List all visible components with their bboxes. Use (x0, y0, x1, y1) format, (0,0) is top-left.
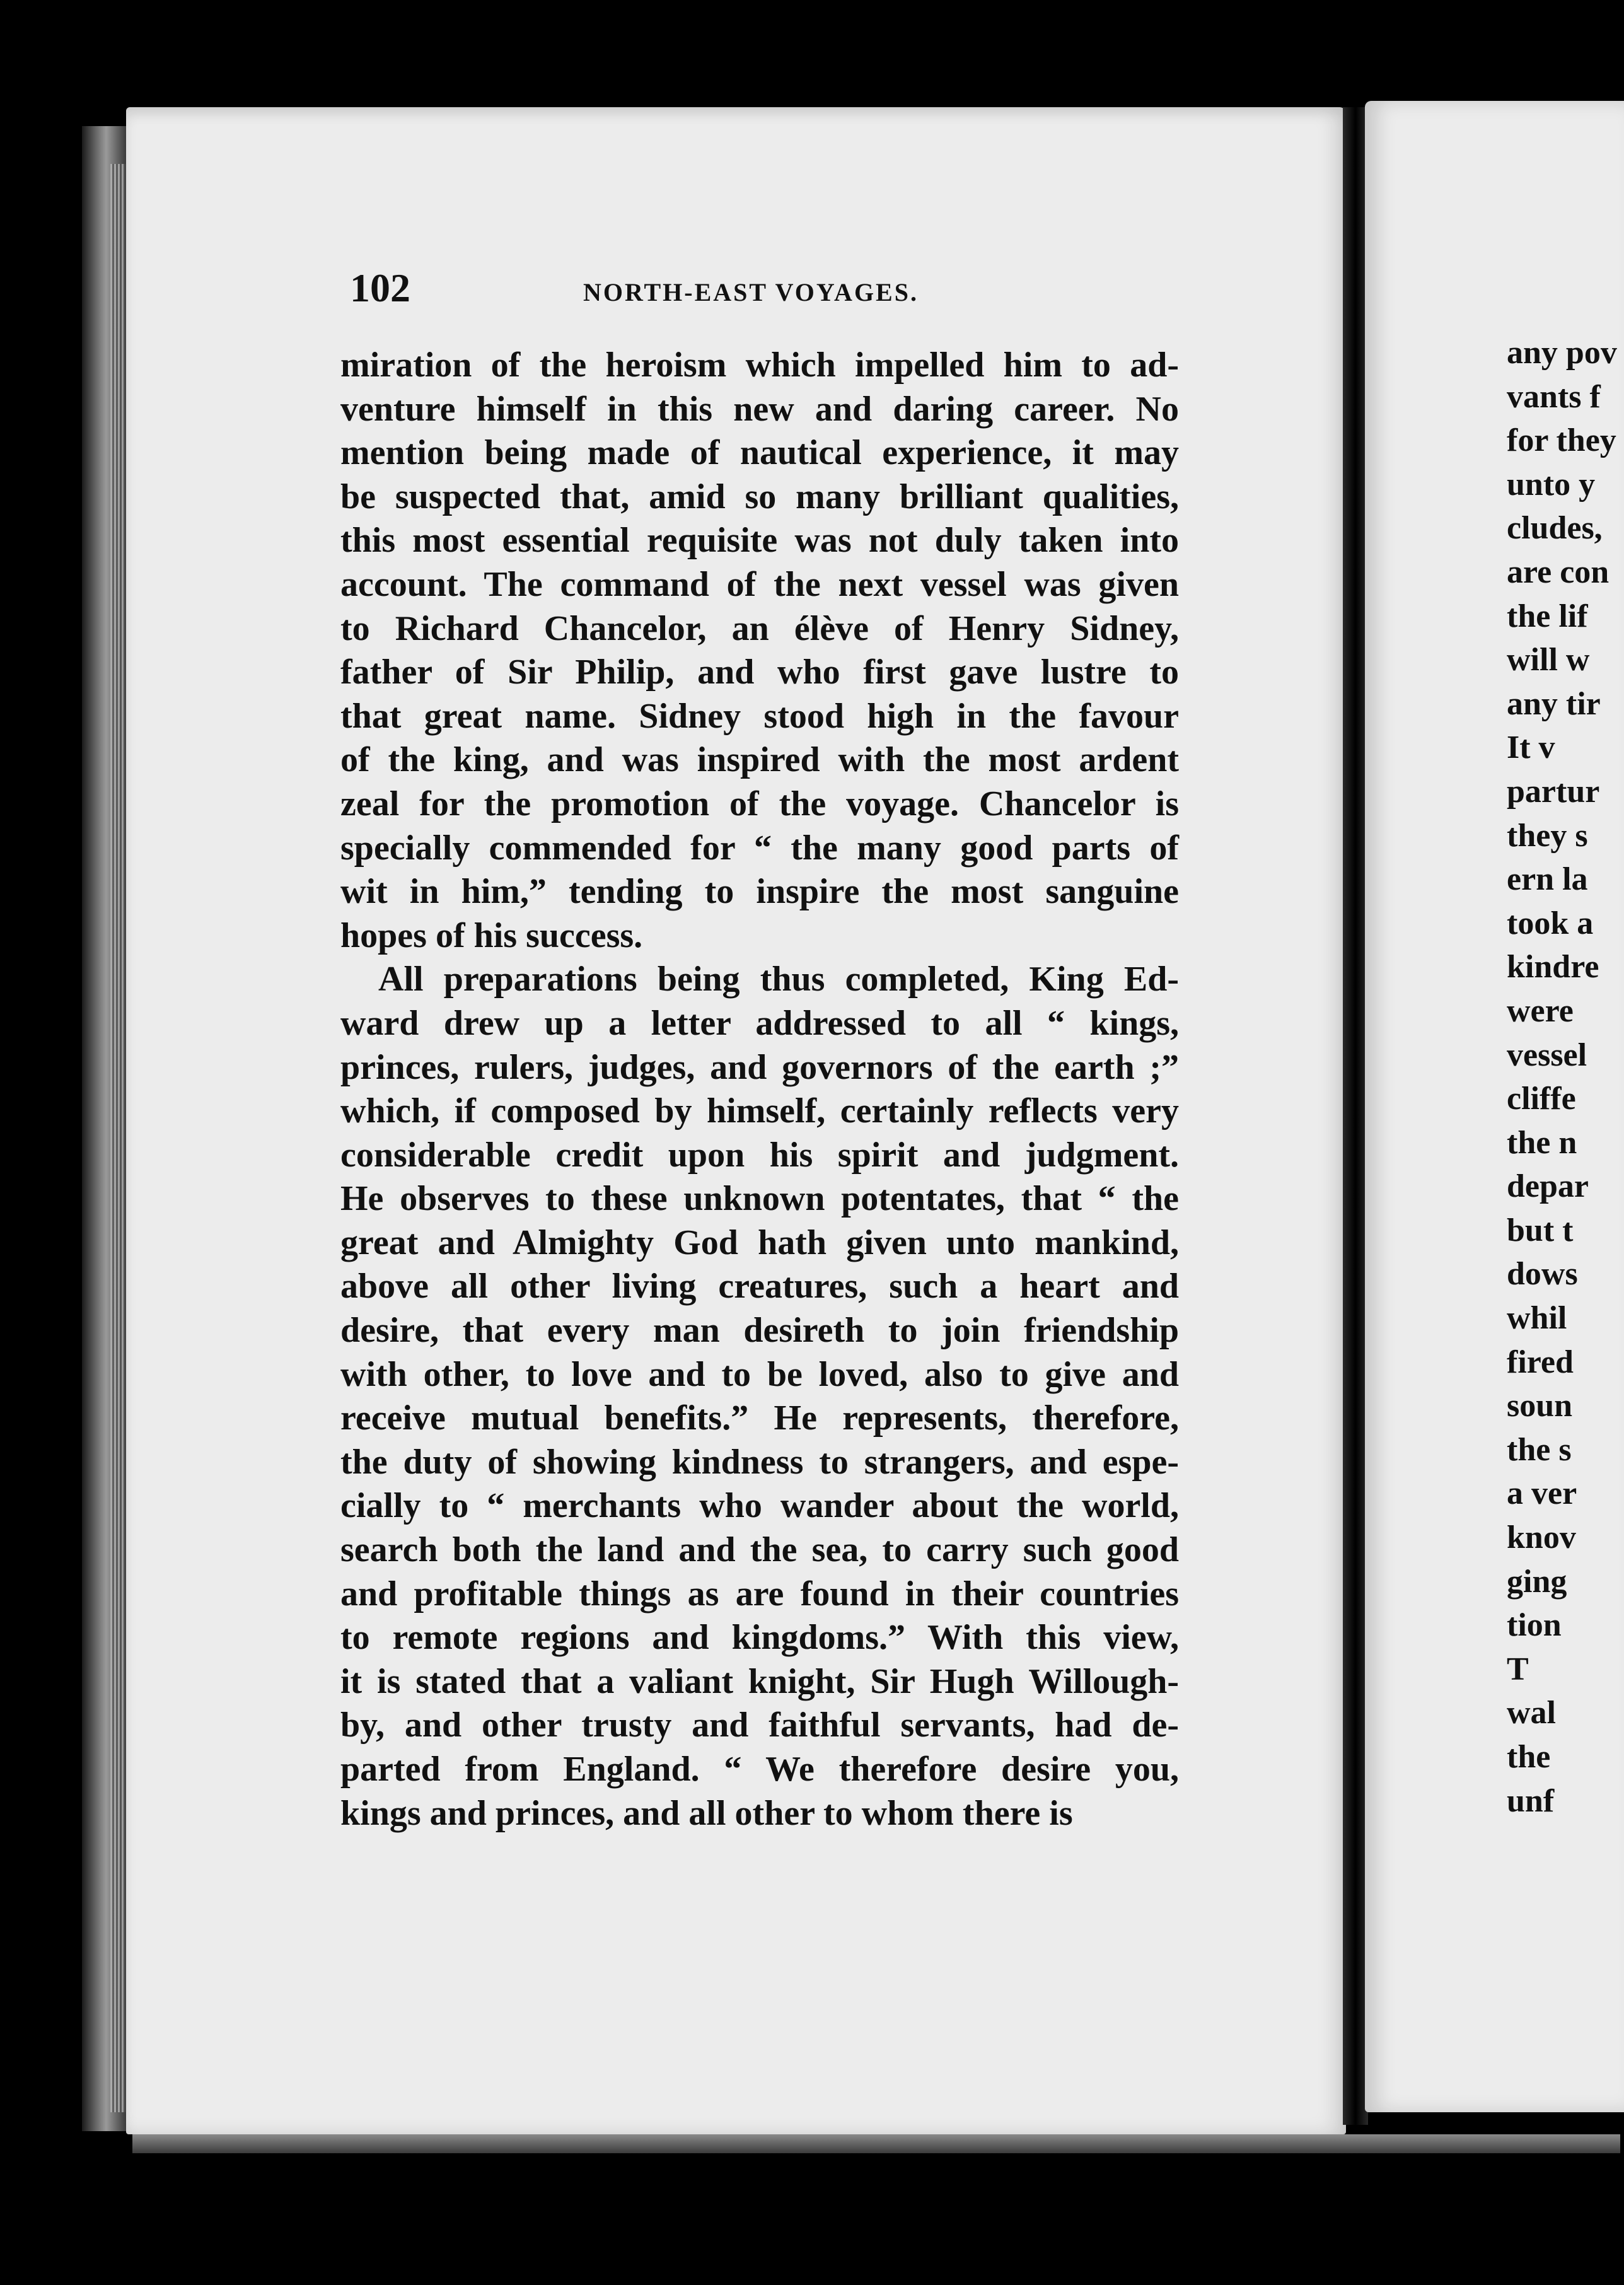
text-line: which, if composed by himself, certainly reflects very (340, 1091, 1179, 1131)
text-line: desire, that every man desireth to join friendship (340, 1311, 1179, 1351)
text-line: T (1507, 1651, 1529, 1687)
text-line: to Richard Chancelor, an élève of Henry Sidney, (340, 608, 1179, 648)
text-line: tion (1507, 1607, 1562, 1644)
text-line: were (1507, 992, 1574, 1029)
book-gutter (1343, 107, 1368, 2125)
text-line: for they (1507, 422, 1616, 459)
text-line: father of Sir Philip, and who first gave lustre to (340, 653, 1179, 692)
text-line: considerable credit upon his spirit and judgment. (340, 1135, 1179, 1175)
text-line: cliffe (1507, 1081, 1576, 1117)
text-line: the duty of showing kindness to strangers, and espe- (340, 1442, 1179, 1482)
text-line: this most essential requisite was not duly taken into (340, 521, 1179, 561)
text-line: the s (1507, 1431, 1572, 1468)
text-line: miration of the heroism which impelled him to ad- (340, 346, 1179, 385)
text-line: It v (1507, 730, 1555, 766)
text-line: ging (1507, 1563, 1567, 1600)
text-line: above all other living creatures, such a heart and (340, 1267, 1179, 1306)
text-line: unto y (1507, 466, 1596, 503)
text-line: vants f (1507, 378, 1601, 415)
text-line: depar (1507, 1168, 1589, 1205)
text-line: it is stated that a valiant knight, Sir Hugh Willough- (340, 1661, 1179, 1701)
text-line: kings and princes, and all other to whom there is (340, 1793, 1073, 1833)
text-line: kindre (1507, 949, 1599, 986)
text-line: be suspected that, amid so many brilliant qualities, (340, 477, 1179, 516)
running-head-title: NORTH-EAST VOYAGES. (583, 278, 919, 306)
text-line: the n (1507, 1124, 1577, 1161)
text-line: receive mutual benefits.” He represents, therefore, (340, 1398, 1179, 1438)
text-line: knov (1507, 1520, 1576, 1556)
text-line: hopes of his success. (340, 916, 643, 955)
text-line: a ver (1507, 1475, 1577, 1512)
right-page-body-text (1507, 331, 1624, 1823)
text-line: by, and other trusty and faithful servants, had de- (340, 1706, 1179, 1745)
text-line: vessel (1507, 1037, 1587, 1073)
text-line: any tir (1507, 685, 1601, 722)
text-line: unf (1507, 1782, 1555, 1819)
text-line: cially to “ merchants who wander about the world, (340, 1486, 1179, 1526)
text-line: fired (1507, 1344, 1574, 1380)
running-head (350, 265, 1182, 328)
text-line: the lif (1507, 598, 1588, 634)
text-line: dows (1507, 1256, 1578, 1293)
text-line: whil (1507, 1300, 1567, 1337)
text-line: account. The command of the next vessel was given (340, 564, 1179, 604)
text-line: princes, rulers, judges, and governors of the earth ;” (340, 1047, 1179, 1087)
text-line: of the king, and was inspired with the most ardent (340, 740, 1179, 780)
text-line: took a (1507, 905, 1594, 941)
text-line: great and Almighty God hath given unto mankind, (340, 1223, 1179, 1262)
text-line: with other, to love and to be loved, also to give and (340, 1354, 1179, 1394)
left-page-body-text (340, 344, 1179, 1835)
text-line: are con (1507, 554, 1610, 590)
text-line: will w (1507, 642, 1590, 678)
text-line: He observes to these unknown potentates, that “ the (340, 1179, 1179, 1219)
text-line: but t (1507, 1212, 1574, 1248)
text-line: they s (1507, 817, 1588, 854)
text-line: soun (1507, 1388, 1573, 1424)
text-line: wit in him,” tending to inspire the most sanguine (340, 872, 1179, 912)
text-line: venture himself in this new and daring career. No (340, 389, 1179, 429)
page-number: 102 (350, 265, 410, 310)
text-line: any pov (1507, 335, 1617, 371)
text-line: parted from England. “ We therefore desire you, (340, 1750, 1179, 1789)
page-stack-edge (110, 164, 125, 2112)
text-line: zeal for the promotion of the voyage. Chancelor is (340, 784, 1179, 823)
text-line: mention being made of nautical experience, it may (340, 433, 1179, 473)
text-line: and profitable things as are found in their countries (340, 1574, 1179, 1613)
text-line: partur (1507, 773, 1600, 810)
text-line: to remote regions and kingdoms.” With this view, (340, 1618, 1179, 1658)
text-line: specially commended for “ the many good parts of (340, 828, 1179, 868)
text-line: All preparations being thus completed, King Ed- (378, 960, 1179, 999)
text-line: the (1507, 1739, 1551, 1775)
page-bottom-edge (132, 2134, 1620, 2153)
text-line: ern la (1507, 861, 1588, 898)
text-line: wal (1507, 1695, 1556, 1731)
text-line: that great name. Sidney stood high in the favour (340, 696, 1179, 736)
text-line: cludes, (1507, 510, 1603, 547)
text-line: ward drew up a letter addressed to all “ kings, (340, 1003, 1179, 1043)
text-line: search both the land and the sea, to carry such good (340, 1530, 1179, 1570)
